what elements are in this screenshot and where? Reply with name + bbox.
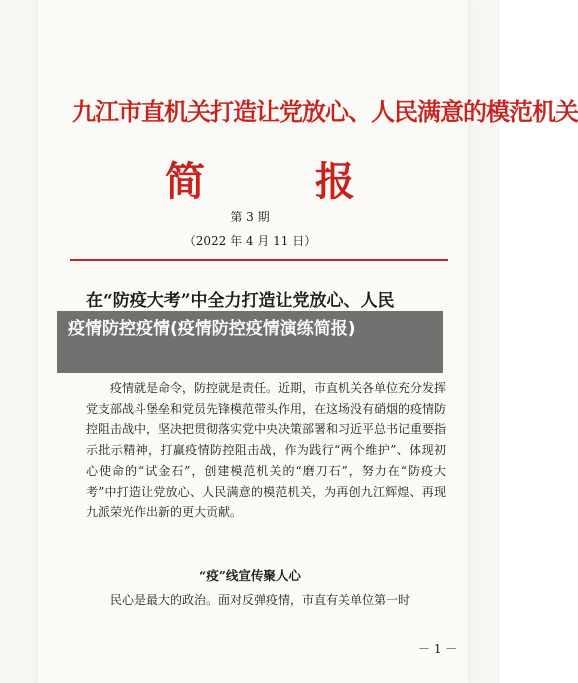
red-divider <box>70 259 448 261</box>
page-number: － 1 － <box>418 642 458 656</box>
masthead-organization: 九江市直机关打造让党放心、人民满意的模范机关 <box>72 97 578 126</box>
issue-number: 第 3 期 <box>230 210 270 224</box>
article-title: 在“防疫大考”中全力打造让党放心、人民 <box>86 291 395 311</box>
article-subheading: “疫”线宣传聚人心 <box>199 568 301 583</box>
overlay-caption-text: 疫情防控疫情(疫情防控疫情演练简报) <box>68 319 356 339</box>
issue-date: （2022 年 4 月 11 日） <box>183 234 317 248</box>
article-paragraph-2: 民心是最大的政治。面对反弹疫情，市直有关单位第一时 <box>110 593 411 607</box>
article-paragraph-1: 疫情就是命令，防控就是责任。近期，市直机关各单位充分发挥党支部战斗堡垒和党员先锋模范带头作用，在这场没有硝烟的疫情防控阻击战中，坚决把贯彻落实党中央决策部署和习近平总书记重要指示批示精神，打赢疫情防控阻击战，作为践行“两个维护”、体现初心使命的“试金石”，创建模范机关的“磨刀石”，努力在“防疫大考”中打造让党放心、人民满意的模范机关，为再创九江辉煌、再现九派荣光作出新的更大贡献。 <box>86 381 447 520</box>
masthead-title: 简 报 <box>165 158 403 205</box>
